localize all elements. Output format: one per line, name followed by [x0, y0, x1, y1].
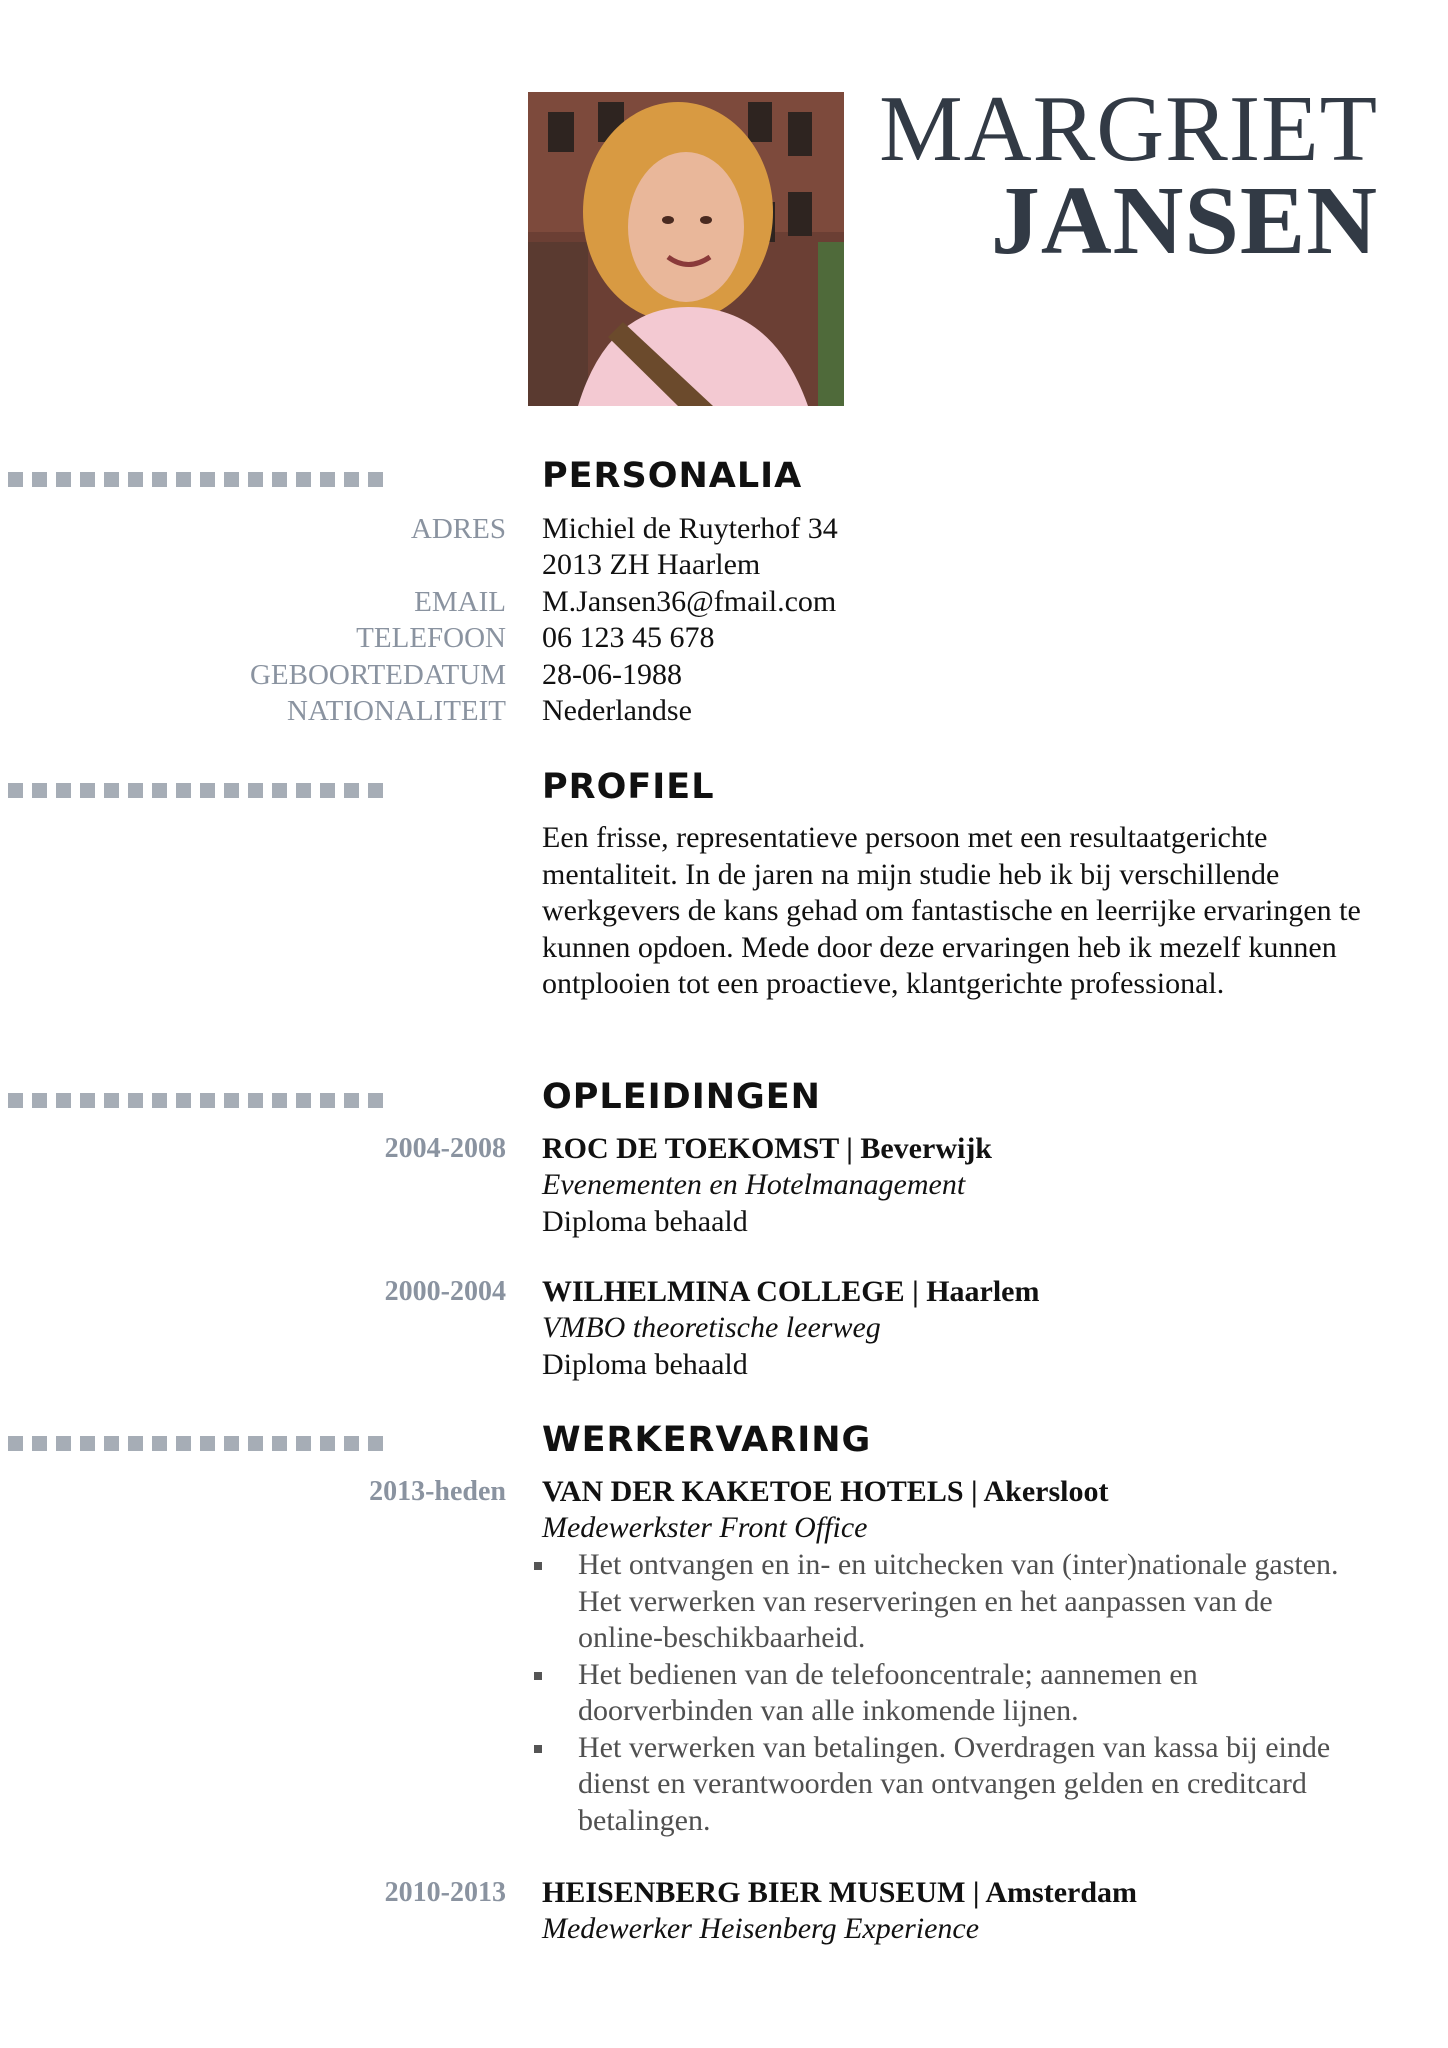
- job-separator: |: [971, 1475, 978, 1508]
- job-company: VAN DER KAKETOE HOTELS: [542, 1475, 964, 1508]
- education-period: 2004-2008: [384, 1133, 506, 1164]
- geboortedatum-value: 28-06-1988: [542, 658, 682, 691]
- job-duty-text: Het verwerken van betalingen. Overdragen van kassa bij einde dienst en verantwoorden van ontvangen gelden en creditcard betalingen.: [578, 1730, 1331, 1837]
- job-role: Medewerkster Front Office: [542, 1511, 868, 1544]
- education-separator: |: [912, 1275, 919, 1308]
- email-value[interactable]: M.Jansen36@fmail.com: [542, 585, 837, 618]
- section-title-opleidingen: OPLEIDINGEN: [542, 1077, 821, 1117]
- adres-line1: Michiel de Ruyterhof 34: [542, 512, 838, 545]
- section-divider-opleidingen: [8, 1093, 383, 1108]
- profile-text: Een frisse, representatieve persoon met een resultaatgerichte mentaliteit. In de jaren na mijn studie heb ik bij verschillende werkgevers de kans gehad om fantastische en leerrijke ervaringen te kunnen opdoen. Mede door deze ervaringen heb ik mezelf kunnen ontplooien tot een proactieve, klantgerichte professional.: [542, 821, 1361, 1000]
- education-study: Evenementen en Hotelmanagement: [542, 1168, 966, 1201]
- profile-photo: [528, 92, 844, 406]
- education-period: 2000-2004: [384, 1276, 506, 1307]
- education-heading: [542, 1131, 992, 1167]
- section-divider-werkervaring: [8, 1436, 383, 1451]
- education-school: ROC DE TOEKOMST: [542, 1132, 839, 1165]
- nationaliteit-value: Nederlandse: [542, 694, 692, 727]
- education-city: Haarlem: [926, 1275, 1040, 1308]
- education-result: Diploma behaald: [542, 1205, 748, 1238]
- job-period: 2010-2013: [384, 1877, 506, 1908]
- job-separator: |: [972, 1876, 980, 1909]
- square-bullet-icon: [534, 1745, 542, 1753]
- telefoon-label: TELEFOON: [356, 622, 506, 654]
- education-study: VMBO theoretische leerweg: [542, 1311, 881, 1344]
- section-title-werkervaring: WERKERVARING: [542, 1420, 872, 1460]
- job-company: HEISENBERG BIER MUSEUM: [542, 1876, 966, 1909]
- geboortedatum-label: GEBOORTEDATUM: [249, 659, 506, 691]
- square-bullet-icon: [534, 1562, 542, 1570]
- job-city: Amsterdam: [985, 1876, 1138, 1909]
- job-city: Akersloot: [983, 1475, 1109, 1508]
- nationaliteit-label: NATIONALITEIT: [286, 695, 506, 727]
- job-period: 2013-heden: [369, 1476, 506, 1507]
- name-last: JANSEN: [990, 167, 1378, 275]
- job-duties-list: [534, 1547, 1364, 1839]
- adres-label: ADRES: [410, 513, 506, 545]
- job-duty-text: Het ontvangen en in- en uitchecken van (inter)nationale gasten. Het verwerken van reserveringen en het aanpassen van de online-beschikbaarheid.: [578, 1548, 1339, 1654]
- section-divider-profiel: [8, 783, 383, 798]
- job-duty-text: Het bedienen van de telefooncentrale; aannemen en doorverbinden van alle inkomende lijnen.: [578, 1657, 1198, 1727]
- education-result: Diploma behaald: [542, 1348, 748, 1381]
- education-separator: |: [846, 1132, 853, 1165]
- email-label: EMAIL: [414, 586, 506, 618]
- education-city: Beverwijk: [860, 1132, 992, 1165]
- job-duty-item: [534, 1657, 1364, 1730]
- job-duty-item: [534, 1547, 1364, 1657]
- job-heading: [542, 1474, 1108, 1510]
- job-heading: [542, 1875, 1137, 1911]
- section-divider-personalia: [8, 472, 383, 487]
- name-first: MARGRIET: [879, 77, 1378, 181]
- square-bullet-icon: [534, 1672, 542, 1680]
- job-role: Medewerker Heisenberg Experience: [542, 1912, 980, 1945]
- education-school: WILHELMINA COLLEGE: [542, 1275, 905, 1308]
- education-heading: [542, 1274, 1039, 1310]
- section-title-profiel: PROFIEL: [542, 767, 715, 807]
- telefoon-value: 06 123 45 678: [542, 621, 715, 654]
- adres-line2: 2013 ZH Haarlem: [542, 548, 761, 581]
- job-duty-item: [534, 1730, 1364, 1840]
- section-title-personalia: PERSONALIA: [542, 456, 803, 496]
